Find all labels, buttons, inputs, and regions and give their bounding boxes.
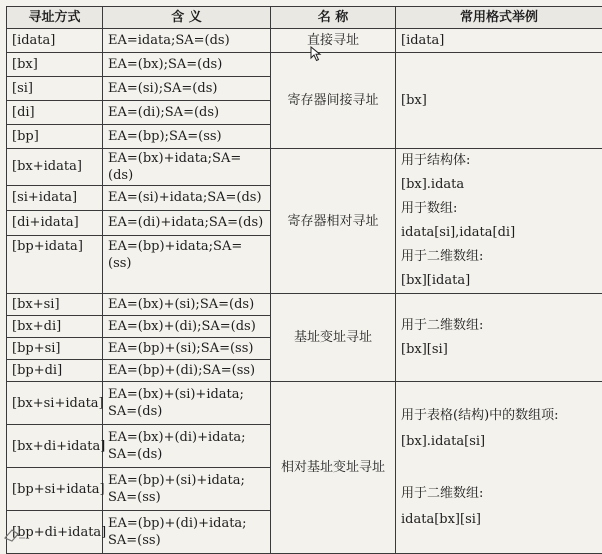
- meaning-cell: EA=(bx);SA=(ds): [103, 53, 271, 77]
- name-cell-register-relative: 寄存器相对寻址: [271, 149, 396, 294]
- mode-cell: [idata]: [7, 29, 103, 53]
- example-line: 用于二维数组:: [401, 314, 597, 338]
- example-line: 用于表格(结构)中的数组项:: [401, 403, 597, 429]
- mode-cell: [bp+di]: [7, 360, 103, 382]
- meaning-cell: EA=(di)+idata;SA=(ds): [103, 210, 271, 235]
- meaning-line: EA=(bp)+(si)+idata;: [108, 472, 265, 489]
- mode-cell: [bx+si]: [7, 294, 103, 316]
- mode-cell: [bp]: [7, 125, 103, 149]
- meaning-cell: EA=(bp)+idata;SA=(ss): [103, 235, 271, 293]
- example-line: [bx].idata[si]: [401, 429, 597, 455]
- example-cell-direct: [idata]: [396, 29, 602, 53]
- meaning-cell: EA=(bx)+idata;SA=(ds): [103, 149, 271, 186]
- mode-cell: [bx+di+idata]: [7, 425, 103, 468]
- meaning-line: EA=(bx)+(di)+idata;: [108, 429, 265, 446]
- meaning-cell: EA=(bx)+(di);SA=(ds): [103, 316, 271, 338]
- meaning-cell: EA=idata;SA=(ds): [103, 29, 271, 53]
- mode-cell: [di]: [7, 101, 103, 125]
- name-cell-base-index: 基址变址寻址: [271, 294, 396, 382]
- header-name: 名 称: [271, 7, 396, 29]
- meaning-line: SA=(ds): [108, 446, 265, 463]
- example-line: [401, 455, 597, 481]
- meaning-cell: [103, 468, 271, 511]
- mode-cell: [bx+idata]: [7, 149, 103, 186]
- addressing-table: [6, 6, 602, 554]
- mode-cell: [bx+di]: [7, 316, 103, 338]
- example-cell-register-indirect: [bx]: [396, 53, 602, 149]
- table-row: [7, 382, 602, 425]
- meaning-cell: EA=(bp)+(si);SA=(ss): [103, 338, 271, 360]
- name-cell-register-indirect: 寄存器间接寻址: [271, 53, 396, 149]
- mode-cell: [si]: [7, 77, 103, 101]
- meaning-cell: [103, 425, 271, 468]
- meaning-cell: EA=(si)+idata;SA=(ds): [103, 185, 271, 210]
- table-row: [7, 294, 602, 316]
- example-line: [bx][si]: [401, 338, 597, 362]
- meaning-cell: EA=(bp)+(di);SA=(ss): [103, 360, 271, 382]
- mode-cell: [bp+si]: [7, 338, 103, 360]
- mode-cell: [bp+idata]: [7, 235, 103, 293]
- table-row: [7, 149, 602, 186]
- mode-cell: [di+idata]: [7, 210, 103, 235]
- mode-cell: [bx+si+idata]: [7, 382, 103, 425]
- name-cell-direct: 直接寻址: [271, 29, 396, 53]
- meaning-line: SA=(ss): [108, 532, 265, 549]
- meaning-cell: EA=(si);SA=(ds): [103, 77, 271, 101]
- example-line: idata[bx][si]: [401, 507, 597, 533]
- example-line: 用于二维数组:: [401, 481, 597, 507]
- meaning-cell: EA=(bx)+(si);SA=(ds): [103, 294, 271, 316]
- example-line: 用于二维数组:: [401, 245, 597, 269]
- example-cell-relative-base-index: [396, 382, 602, 554]
- meaning-line: EA=(bp)+(di)+idata;: [108, 515, 265, 532]
- table-row: [7, 53, 602, 77]
- mode-cell: [bx]: [7, 53, 103, 77]
- mode-cell: [bp+di+idata]: [7, 511, 103, 554]
- mode-cell: [bp+si+idata]: [7, 468, 103, 511]
- meaning-cell: EA=(di);SA=(ds): [103, 101, 271, 125]
- meaning-cell: EA=(bp);SA=(ss): [103, 125, 271, 149]
- meaning-line: SA=(ds): [108, 403, 265, 420]
- table-row: [7, 29, 602, 53]
- mode-cell: [si+idata]: [7, 185, 103, 210]
- example-cell-register-relative: [396, 149, 602, 294]
- meaning-line: EA=(bx)+(si)+idata;: [108, 386, 265, 403]
- header-format-example: 常用格式举例: [396, 7, 602, 29]
- example-line: idata[si],idata[di]: [401, 221, 597, 245]
- header-addressing-mode: 寻址方式: [7, 7, 103, 29]
- example-cell-base-index: [396, 294, 602, 382]
- mouse-pointer-icon: [310, 46, 324, 62]
- example-line: [bx].idata: [401, 173, 597, 197]
- example-line: [bx][idata]: [401, 269, 597, 293]
- header-meaning: 含 义: [103, 7, 271, 29]
- eraser-icon: [2, 526, 28, 542]
- meaning-cell: [103, 382, 271, 425]
- name-cell-relative-base-index: 相对基址变址寻址: [271, 382, 396, 554]
- header-row: [7, 7, 602, 29]
- meaning-line: SA=(ss): [108, 489, 265, 506]
- example-line: 用于数组:: [401, 197, 597, 221]
- example-line: 用于结构体:: [401, 149, 597, 173]
- meaning-cell: [103, 511, 271, 554]
